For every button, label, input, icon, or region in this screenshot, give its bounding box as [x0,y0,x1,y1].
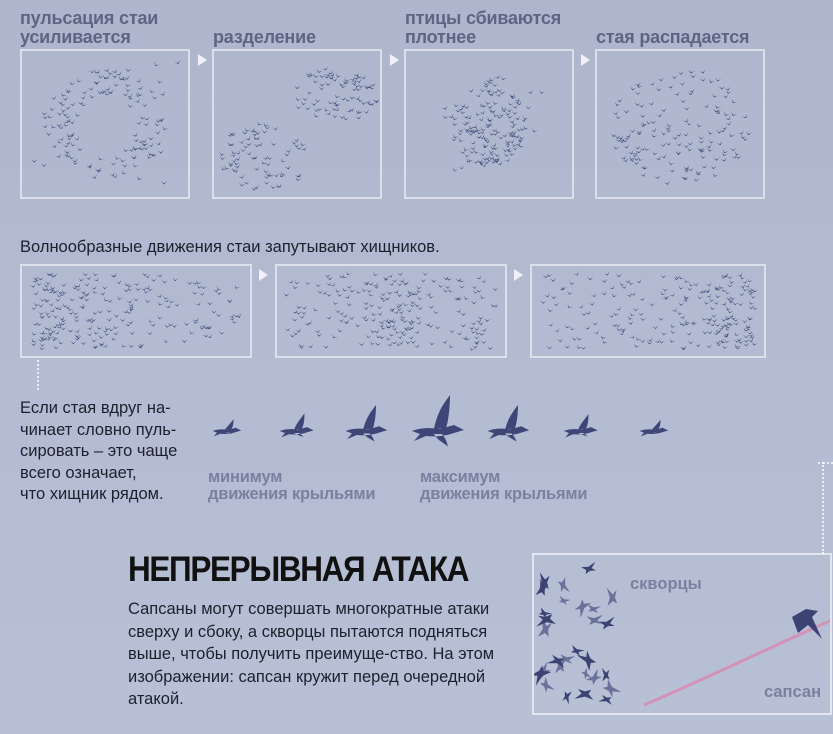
label-falcon: сапсан [764,683,822,701]
connector-line [822,462,824,554]
flock-wave-1 [22,266,250,356]
connector-line [818,462,833,464]
flock-split [214,51,380,197]
caption-disperse: стая распадается [596,27,750,47]
panel-wave-3 [530,264,766,358]
leader-line [37,360,39,390]
bird-silhouette-icon [346,405,388,442]
label-max-wing: максимум движения крыльями [420,468,588,503]
flock-pulse [22,51,188,197]
panel-split [212,49,382,199]
caption-split: разделение [213,27,316,47]
bird-silhouette-icon [280,413,314,437]
wave-title: Волнообразные движения стаи запутывают хищников. [20,238,440,256]
bird-silhouette-icon [488,405,530,442]
bird-silhouette-icon [564,414,598,437]
attack-text: Сапсаны могут совершать многократные атаки сверху и сбоку, а скворцы пытаются подняться выше, чтобы получить преимуще-ство. На этом изображении: сапсан кружит перед очередной атакой. [128,600,495,708]
arrow-icon [198,54,207,66]
caption-dense: птицы сбиваются плотнее [405,8,562,47]
caption-pulse: пульсация стаи усиливается [20,8,159,47]
label-starlings: скворцы [630,575,702,593]
label-min-wing: минимум движения крыльями [208,468,376,503]
attack-heading: НЕПРЕРЫВНАЯ АТАКА [128,550,469,589]
bird-silhouette-icon [640,420,669,437]
panel-wave-2 [275,264,507,358]
arrow-icon [514,269,523,281]
pulse-text: Если стая вдруг на- чинает словно пуль- сировать – это чаще всего означает, что хищник рядом. [20,399,178,503]
attack-illustration [532,553,832,715]
arrow-icon [390,54,399,66]
flock-wave-2 [277,266,505,356]
panel-disperse [595,49,765,199]
arrow-icon [581,54,590,66]
arrow-icon [259,269,268,281]
panel-wave-1 [20,264,252,358]
panel-pulse [20,49,190,199]
flock-wave-3 [532,266,764,356]
wingbeat-sequence [0,395,833,455]
flock-disperse [597,51,763,197]
bird-silhouette-icon [412,395,464,446]
bird-silhouette-icon [213,419,242,436]
flock-dense [406,51,572,197]
panel-dense [404,49,574,199]
